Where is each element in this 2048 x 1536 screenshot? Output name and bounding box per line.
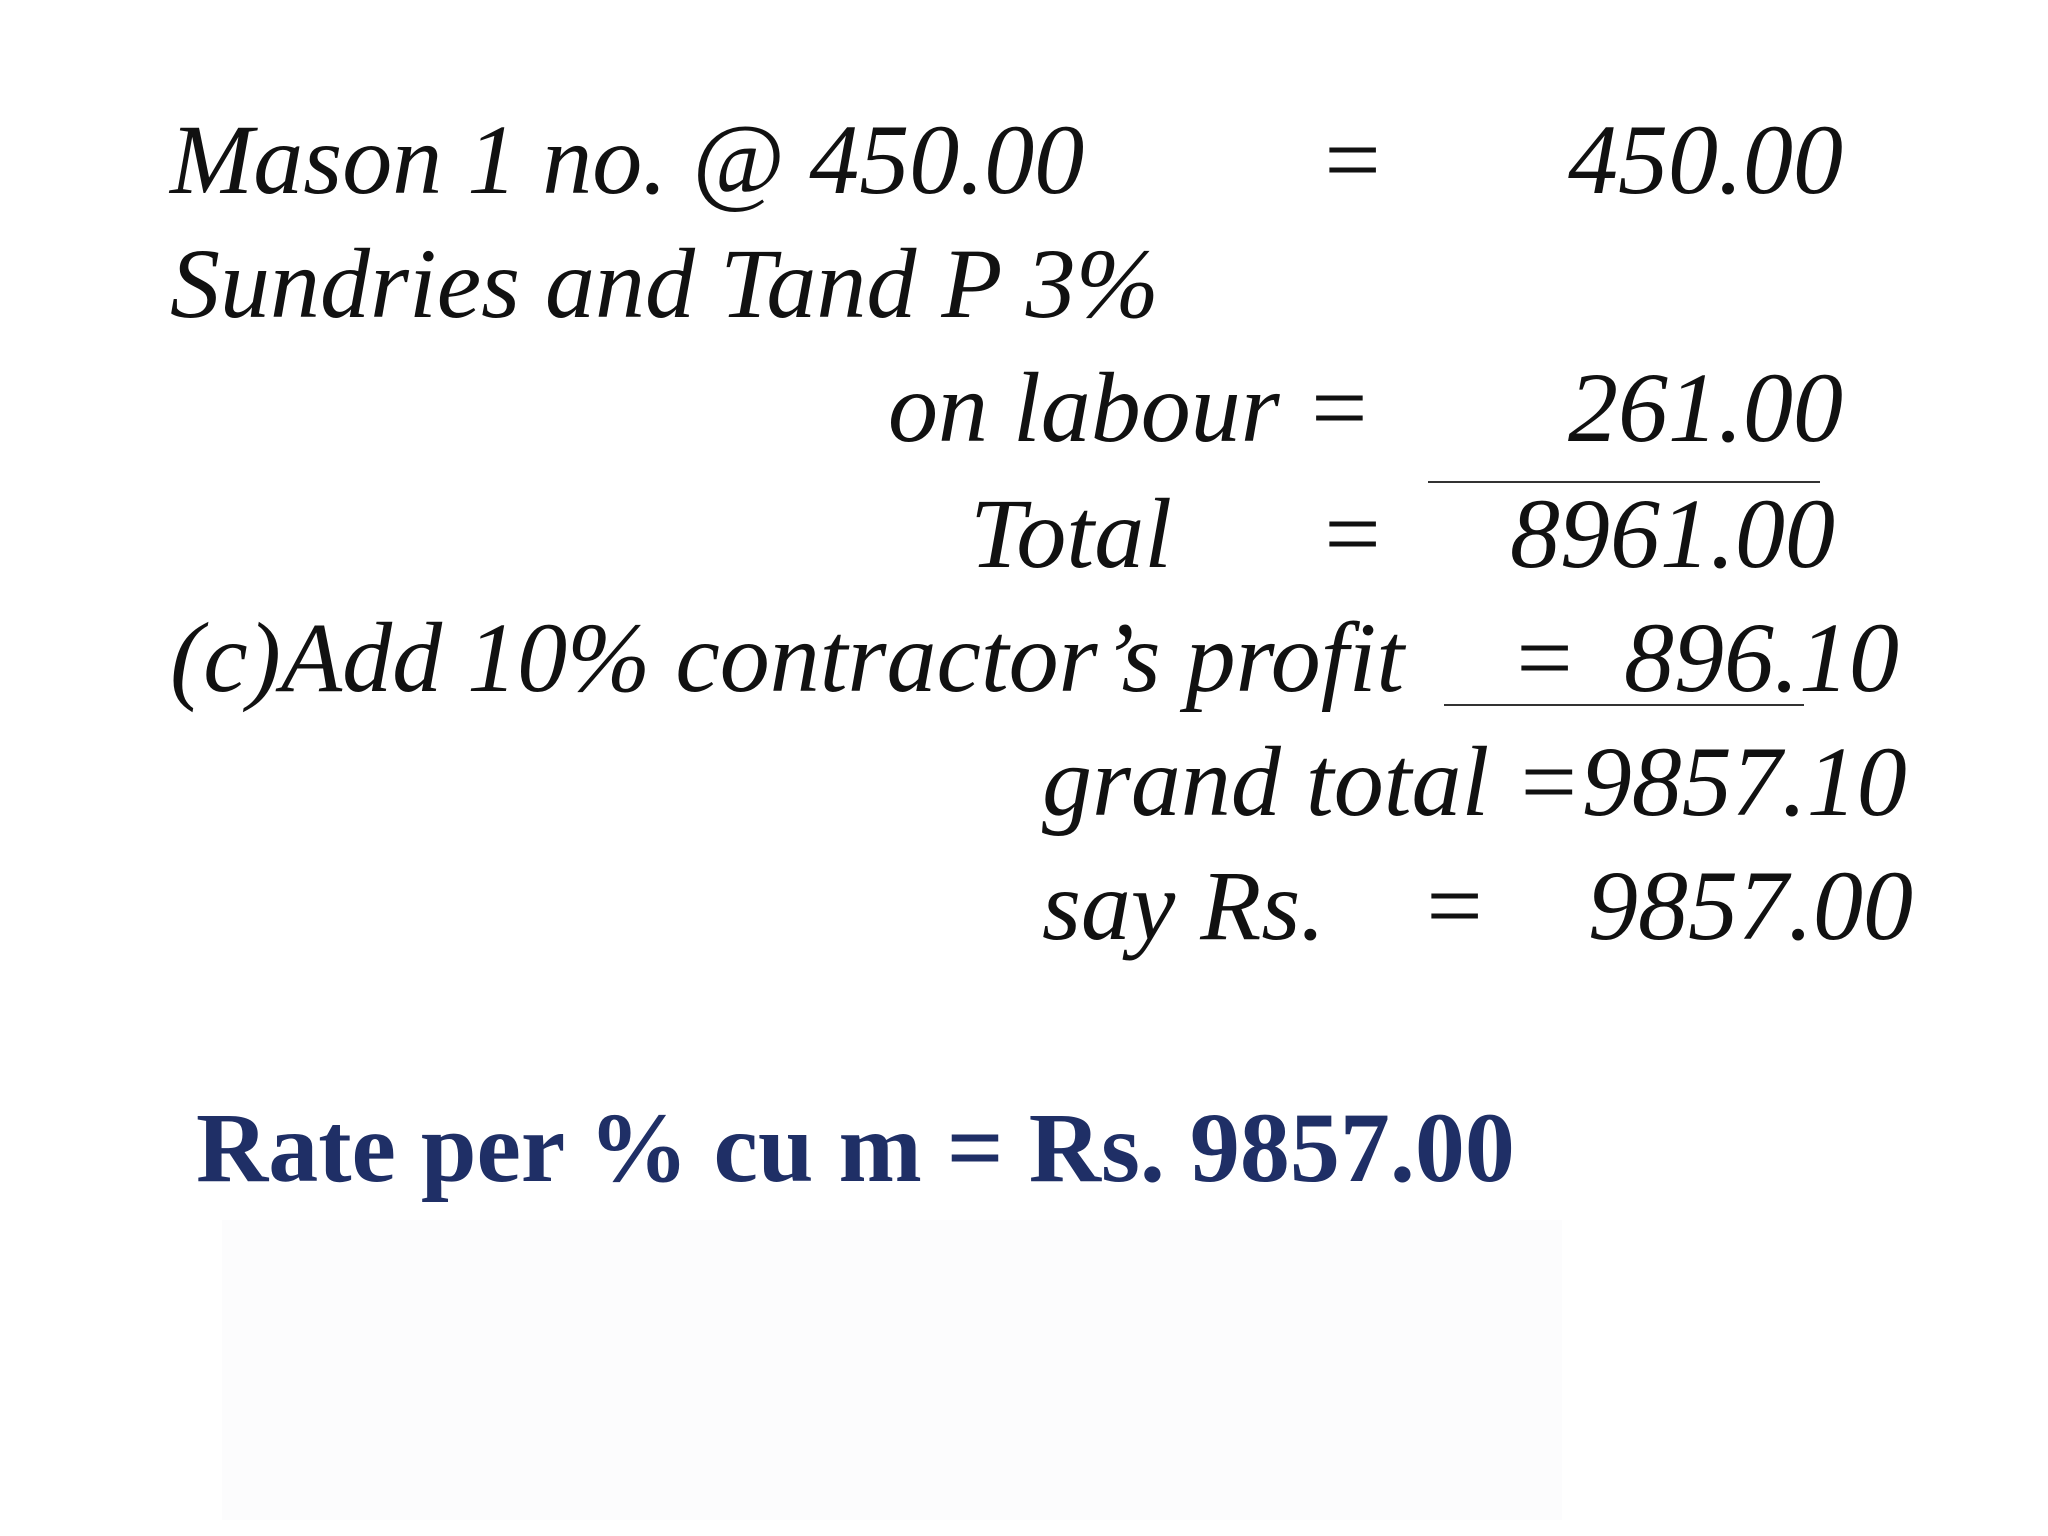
say-rs-value: 9857.00	[1588, 850, 1913, 961]
profit-label: (c)Add 10% contractor’s profit	[170, 602, 1405, 713]
sundries-label: Sundries and Tand P 3%	[170, 228, 1160, 339]
say-rs-equals: =	[1420, 850, 1488, 961]
on-labour-value: 261.00	[1568, 352, 1843, 463]
total-value: 8961.00	[1510, 478, 1835, 589]
total-equals: =	[1318, 478, 1386, 589]
background-panel	[222, 1220, 1562, 1520]
on-labour-label: on labour =	[888, 352, 1373, 463]
total-label: Total	[970, 478, 1173, 589]
mason-label: Mason 1 no. @ 450.00	[170, 104, 1085, 215]
mason-value: 450.00	[1568, 104, 1843, 215]
rate-result: Rate per % cu m = Rs. 9857.00	[196, 1092, 1515, 1203]
grand-total-line: grand total =9857.10	[1042, 726, 1907, 837]
profit-value: 896.10	[1624, 602, 1899, 713]
profit-rule	[1444, 704, 1804, 706]
profit-equals: =	[1510, 602, 1578, 713]
mason-equals: =	[1318, 104, 1386, 215]
say-rs-label: say Rs.	[1042, 850, 1326, 961]
